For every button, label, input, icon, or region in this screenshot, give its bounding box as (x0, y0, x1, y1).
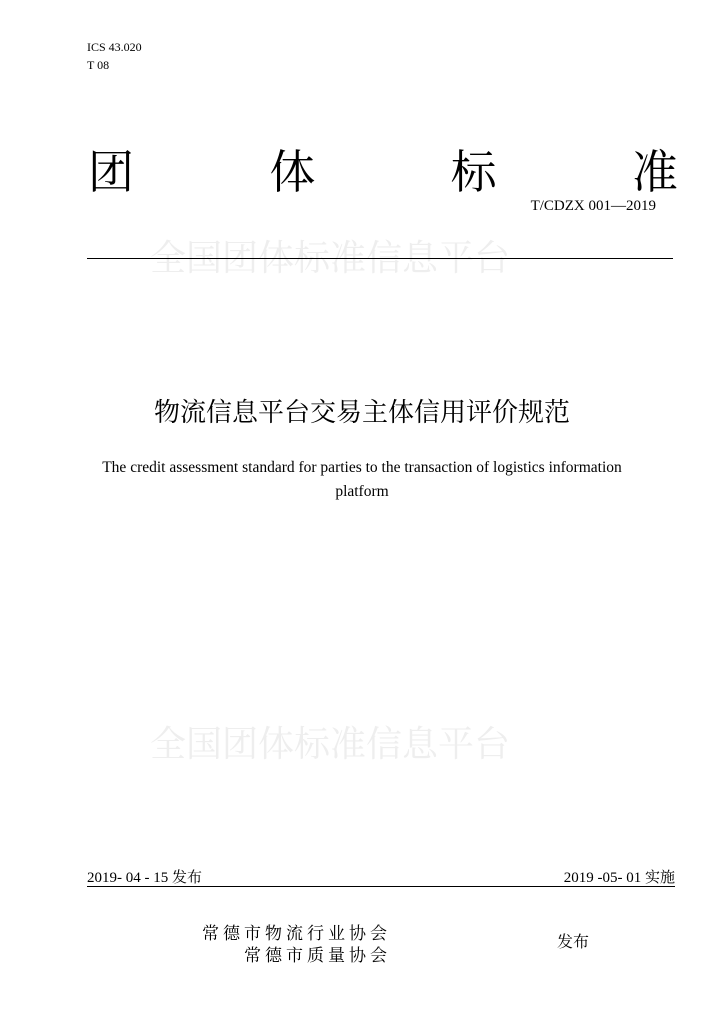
document-title-en (60, 456, 664, 504)
watermark-middle: 全国团体标准信息平台 (150, 724, 511, 765)
title-char: 团 (88, 145, 134, 199)
publisher-org-2: 常德市质量协会 (244, 946, 391, 966)
ics-code: ICS 43.020 (87, 40, 142, 54)
date-row (87, 866, 675, 887)
classification-code: T 08 (87, 58, 110, 72)
title-char: 准 (631, 145, 678, 199)
ics-block (87, 38, 142, 74)
top-divider (87, 258, 673, 259)
publish-label: 发布 (557, 932, 590, 951)
watermark-top: 全国团体标准信息平台 (150, 238, 511, 279)
title-char: 标 (450, 145, 497, 199)
standard-type-title (88, 142, 678, 202)
bottom-divider (87, 886, 675, 887)
standard-number: T/CDZX 001—2019 (530, 198, 656, 214)
en-title-line2: platform (335, 483, 389, 500)
implementation-date: 2019 -05- 01 实施 (563, 870, 675, 886)
issue-date: 2019- 04 - 15 发布 (87, 870, 202, 886)
title-char: 体 (269, 145, 316, 199)
publisher-org-1: 常德市物流行业协会 (202, 924, 391, 944)
document-title-cn: 物流信息平台交易主体信用评价规范 (153, 398, 570, 428)
en-title-line1: The credit assessment standard for parties to the transaction of logistics information (102, 459, 622, 476)
